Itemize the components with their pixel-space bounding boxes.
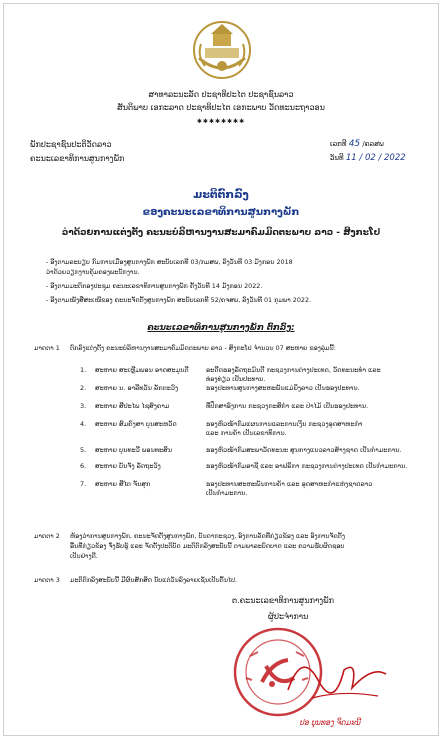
member-role: ຮອງຫົວໜ້າກົມສະພາວັດທະນະ ສູນກາງແນວລາວສ້າງຊາດ ເປັນກຳມະການ. — [206, 446, 402, 454]
signature-position: ຜູ້ປະຈຳການ — [268, 612, 309, 621]
member-role: ທີ່ປຶກສາອົງການ ກະຊວງກະສິກຳ ແລະ ປ່າໄມ້ ເປັນຮອງປະທານ. — [206, 402, 369, 410]
member-name: ສະຫາຍ ສີໄຕ ຈັນສຸກ — [95, 480, 151, 488]
reference-line: ວ່າດ້ວຍວຽກງານຄຸ້ມຄອງພະນັກງານ. — [46, 268, 140, 276]
member-role: ເປັນກຳມະການ. — [206, 489, 248, 497]
reference-line: - ອີງຕາມໜັງສືສະເໜີຂອງ ຄະນະຈັດຕັ້ງສູນກາງພັກ ສະບັບເລກທີ 52/ຄຈສພ, ລົງວັນທີ 01 ກຸມພາ 2022. — [46, 296, 312, 304]
reference-line: - ອີງຕາມລະບຽບ ກົມການເມືອງສູນກາງພັກ ສະບັບເລກທີ 03/ກມສພ, ລົງວັນທີ 03 ມັງກອນ 2018 — [46, 258, 293, 266]
article-2-line: ເປັນຢ່າງດີ. — [70, 552, 98, 560]
member-number: 3. — [80, 402, 87, 410]
member-name: ສະຫາຍ ສະເຫຼີມພອນ ອາດສະມຸນຕີ — [95, 366, 189, 374]
signature-on-behalf: ຕ.ຄະນະເລຂາທິການສູນກາງພັກ — [232, 596, 335, 605]
member-number: 2. — [80, 384, 87, 392]
member-role: ຮອງປະທານສະຫະພັນການຄ້າ ແລະ ອຸດສາຫະກຳແຫ່ງຊາດລາວ — [206, 480, 373, 488]
handwritten-signature-icon — [282, 640, 392, 710]
member-role: ຮອງຫົວໜ້າກົມອາຊີ ແລະ ອາຟຣິກາ ກະຊວງການຕ່າງປະເທດ ເປັນກຳມະການ. — [206, 462, 408, 470]
decree-subject: ວ່າດ້ວຍການແຕ່ງຕັ້ງ ຄະນະບໍລິຫານງານສະມາຄົມມິດຕະພາບ ລາວ - ສິງກະໂປ — [61, 228, 381, 238]
ref-date-value: 11 / 02 / 2022 — [345, 153, 406, 163]
member-number: 6. — [80, 462, 87, 470]
article-2-line: ຫ້ອງວ່າການສູນກາງພັກ, ຄະນະຈັດຕັ້ງສູນກາງພັກ, ບັນດາກະຊວງ, ອົງການລັດທີ່ກ່ຽວຂ້ອງ ແລະ ອົງການຈັດຕັ້ງ — [70, 532, 345, 540]
decree-title: ມະຕິຕົກລົງ — [193, 188, 249, 201]
member-role: ອະດີດຮອງລັດຖະມົນຕີ ກະຊວງການຕ່າງປະເທດ, ວັດທະນະທຳ ແລະ — [206, 366, 381, 374]
decorative-stars: ✱✱✱✱✱✱✱✱ — [196, 118, 246, 125]
article-3-text: ມະຕິຕົກລົງສະບັບນີ້ ມີຜົນສັກສິດ ນັບແຕ່ວັນລົງລາຍເຊັນເປັນຕົ້ນໄປ. — [70, 576, 238, 584]
decides-heading: ຄະນະເລຂາທິການສູນກາງພັກ ຕົກລົງ: — [147, 323, 295, 333]
article-1-label: ມາດຕາ 1 — [34, 344, 60, 352]
article-2-line: ອື່ນທີ່ກ່ຽວຂ້ອງ ຈົ່ງຮັບຮູ້ ແລະ ຈັດຕັ້ງປະຕິບັດ ມະຕິຕົກລົງສະບັບນີ້ ຕາມພາລະບົດບາດ ແລະ ຄວາມຮັບຜິດຊອບ — [70, 542, 345, 550]
ref-date: ວັນທີ 11 / 02 / 2022 — [330, 153, 406, 163]
member-number: 1. — [80, 366, 87, 374]
article-3-label: ມາດຕາ 3 — [34, 576, 60, 584]
member-number: 5. — [80, 446, 87, 454]
member-role: ຮອງຫົວໜ້າກົມແຜນການແລະການເງິນ ກະຊວງອຸດສາຫະກຳ — [206, 420, 363, 428]
ref-number: ເລກທີ 45 /ຄລສພ — [330, 139, 384, 149]
member-role: ແລະ ການຄ້າ ເປັນເລຂາທິການ. — [206, 429, 287, 437]
member-number: 4. — [80, 420, 87, 428]
member-role: ຮອງປະທານສູນກາງສະຫະພັນແມ່ຍິງລາວ ເປັນຮອງປະທານ. — [206, 384, 360, 392]
decree-issuer: ຂອງຄະນະເລຂາທິການສູນກາງພັກ — [142, 207, 300, 218]
member-name: ສະຫາຍ ບັນຈັງ ລັດຖະວົງ — [95, 462, 161, 470]
member-role: ທ່ອງທ່ຽວ ເປັນປະທານ. — [206, 375, 266, 383]
signatory-name: ປອ ບຸນທອງ ຈິດມະນີ — [300, 718, 361, 727]
member-name: ສະຫາຍ ບຸນທະວີ ພອນທະສິນ — [95, 446, 173, 454]
member-name: ສະຫາຍ ສົມຄົງສາ ບຸນສະຫວັດ — [95, 420, 177, 428]
committee-name: ຄະນະເລຂາທິການສູນກາງພັກ — [30, 154, 125, 163]
national-motto: ສັນຕິພາບ ເອກະລາດ ປະຊາທິປະໄຕ ເອກະພາບ ວັດທະນະຖາວອນ — [117, 103, 325, 112]
article-1-text: ຕົກລົງແຕ່ງຕັ້ງ ຄະນະບໍລິຫານງານສະມາຄົມມິດຕະພາບ ລາວ - ສິງກະໂປ ຈຳນວນ 07 ສະຫາຍ ຂອງລຸ່ມນີ້: — [70, 344, 336, 352]
member-name: ສະຫາຍ ສີປະໄພ ໄຊສົງຄາມ — [95, 402, 170, 410]
party-name: ພັກປະຊາຊົນປະຕິວັດລາວ — [30, 140, 112, 149]
republic-title: ສາທາລະນະລັດ ປະຊາທິປະໄຕ ປະຊາຊົນລາວ — [148, 90, 294, 99]
member-number: 7. — [80, 480, 87, 488]
reference-line: - ອີງຕາມມະຕິກອງປະຊຸມ ຄະນະເລຂາທິການສູນກາງພັກ ຄັ້ງວັນທີ 14 ມັງກອນ 2022. — [46, 282, 263, 290]
ref-number-value: 45 — [348, 139, 361, 149]
article-2-label: ມາດຕາ 2 — [34, 532, 60, 540]
national-emblem-icon — [191, 20, 253, 80]
member-name: ສະຫາຍ ນ. ອາລີທວັນ ລັກຕະວົງ — [95, 384, 179, 392]
